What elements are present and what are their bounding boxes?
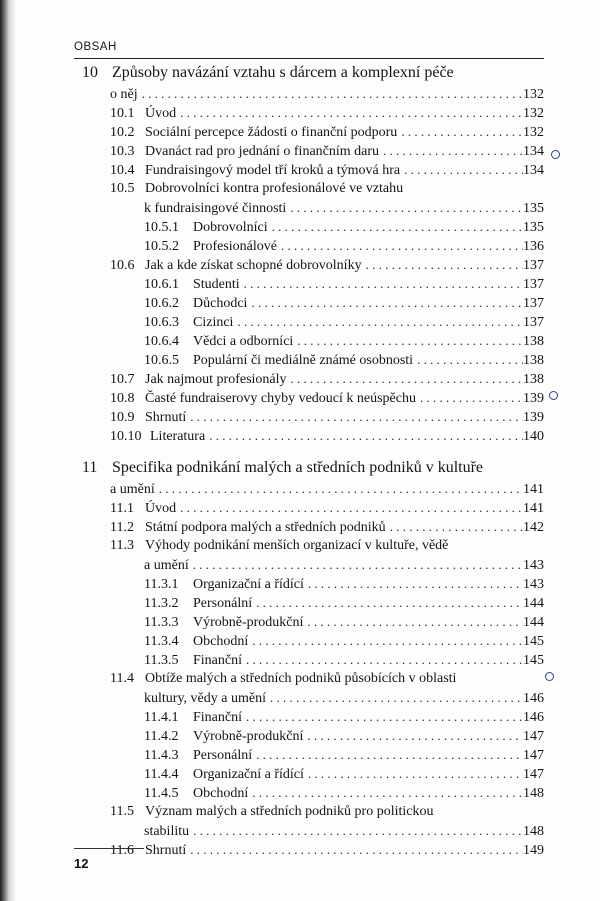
toc-dot-leader xyxy=(233,312,523,331)
toc-entry-page: 137 xyxy=(523,315,544,330)
toc-entry-title: Úvod xyxy=(145,501,177,516)
toc-entry xyxy=(144,274,544,294)
toc-entry xyxy=(144,764,544,784)
toc-entry-page: 143 xyxy=(523,558,544,573)
toc-entry-title: Státní podpora malých a středních podniků xyxy=(145,520,386,535)
toc-dot-leader xyxy=(268,217,523,236)
toc-entry-title: Obchodní xyxy=(193,786,249,801)
toc-entry xyxy=(144,555,544,575)
toc-entry-title: Literatura xyxy=(150,429,206,444)
toc-entry-number: 11.1 xyxy=(110,501,134,516)
toc-entry xyxy=(144,707,544,727)
toc-entry-title: Populární či mediálně známé osobnosti xyxy=(193,353,414,368)
toc-entry-title: Personální xyxy=(193,596,253,611)
toc-entry xyxy=(110,479,544,499)
toc-entry xyxy=(110,84,544,104)
toc-entry-title: Finanční xyxy=(193,710,242,725)
toc-dot-leader xyxy=(240,274,523,293)
toc-entry xyxy=(110,407,544,427)
toc-entry-title: Shrnutí xyxy=(145,843,187,858)
toc-entry-number: 11.4 xyxy=(110,671,134,686)
toc-dot-leader xyxy=(277,236,523,255)
toc-entry-number: 10.5 xyxy=(110,181,135,196)
toc-entry-number: 11.4.2 xyxy=(144,729,179,744)
toc-entry-page: 142 xyxy=(523,520,544,535)
toc-dot-leader xyxy=(186,840,523,859)
toc-entry-number: 10.6.4 xyxy=(144,334,179,349)
toc-dot-leader xyxy=(304,574,523,593)
toc-entry-title: Shrnutí xyxy=(145,410,187,425)
toc-entry-page: 147 xyxy=(523,748,544,763)
toc-entry-title: Dvanáct rad pro jednání o finančním daru xyxy=(145,144,380,159)
toc-entry xyxy=(144,350,544,370)
toc-entry-page: 143 xyxy=(523,577,544,592)
toc-entry-title: Finanční xyxy=(193,653,242,668)
toc-entry-page: 141 xyxy=(523,501,544,516)
toc-dot-leader xyxy=(189,555,523,574)
toc-entry xyxy=(144,726,544,746)
toc-entry-number: 11.4.1 xyxy=(144,710,179,725)
toc-entry xyxy=(110,255,544,275)
toc-entry-number: 10.6.3 xyxy=(144,315,179,330)
pen-mark-icon xyxy=(551,150,560,159)
toc-entry xyxy=(144,293,544,313)
toc-entry-title: Jak a kde získat schopné dobrovolníky xyxy=(145,258,362,273)
toc-dot-leader xyxy=(293,331,523,350)
toc-entry-page: 138 xyxy=(523,334,544,349)
toc-entry-title: Organizační a řídící xyxy=(193,767,304,782)
toc-entry-page: 147 xyxy=(523,729,544,744)
toc-entry-title: Profesionálové xyxy=(193,239,277,254)
toc-entry xyxy=(144,198,544,218)
toc-dot-leader xyxy=(138,84,523,103)
toc-dot-leader xyxy=(400,160,523,179)
toc-entry-number: 10.1 xyxy=(110,106,135,121)
toc-dot-leader xyxy=(386,517,523,536)
toc-entry xyxy=(110,517,544,537)
toc-entry xyxy=(82,458,544,477)
toc-dot-leader xyxy=(205,426,523,445)
toc-entry-page: 132 xyxy=(523,125,544,140)
toc-entry-number: 11.6 xyxy=(110,843,134,858)
toc-dot-leader xyxy=(286,198,523,217)
toc-entry-number: 10 xyxy=(82,64,98,81)
toc-entry-page: 137 xyxy=(523,296,544,311)
toc-dot-leader xyxy=(252,745,523,764)
toc-entry xyxy=(110,498,544,518)
toc-entry xyxy=(110,122,544,142)
toc-entry xyxy=(110,802,544,821)
toc-dot-leader xyxy=(252,593,523,612)
toc-entry-title: Organizační a řídící xyxy=(193,577,304,592)
toc-entry-title: Časté fundraiserovy chyby vedoucí k neúspěchu xyxy=(145,391,416,406)
toc-entry-page: 147 xyxy=(523,767,544,782)
toc-entry-title: a umění xyxy=(110,482,155,497)
toc-entry-title: Specifika podnikání malých a středních podniků v kultuře xyxy=(112,459,484,476)
toc-entry-number: 10.9 xyxy=(110,410,135,425)
toc-entry-number: 11 xyxy=(82,459,98,476)
footer-rule xyxy=(74,848,144,849)
toc-dot-leader xyxy=(266,688,523,707)
toc-entry-title: Dobrovolníci xyxy=(193,220,268,235)
toc-entry-number: 10.10 xyxy=(110,429,142,444)
toc-entry-page: 137 xyxy=(523,277,544,292)
toc-entry-page: 137 xyxy=(523,258,544,273)
toc-entry-page: 136 xyxy=(523,239,544,254)
toc-entry-number: 11.5 xyxy=(110,804,134,819)
toc-dot-leader xyxy=(397,122,523,141)
toc-entry-title: Sociální percepce žádosti o finanční podporu xyxy=(145,125,398,140)
toc-dot-leader xyxy=(155,479,523,498)
toc-entry-title: Fundraisingový model tří kroků a týmová hra xyxy=(145,163,401,178)
toc-entry-page: 134 xyxy=(523,144,544,159)
toc-entry-title: Důchodci xyxy=(193,296,248,311)
toc-dot-leader xyxy=(242,707,523,726)
toc-entry-number: 11.3.4 xyxy=(144,634,179,649)
toc-entry-title: Vědci a odborníci xyxy=(193,334,294,349)
toc-entry xyxy=(82,63,544,82)
toc-dot-leader xyxy=(189,821,523,840)
toc-entry-page: 148 xyxy=(523,824,544,839)
toc-entry-number: 11.4.4 xyxy=(144,767,179,782)
toc-entry-number: 11.2 xyxy=(110,520,134,535)
toc-entry-page: 138 xyxy=(523,353,544,368)
toc-dot-leader xyxy=(379,141,523,160)
toc-dot-leader xyxy=(248,783,523,802)
section-header: OBSAH xyxy=(74,41,117,53)
toc-dot-leader xyxy=(413,350,523,369)
toc-dot-leader xyxy=(248,631,523,650)
toc-entry-title: Způsoby navázání vztahu s dárcem a komplexní péče xyxy=(112,64,454,81)
toc-entry-number: 10.5.2 xyxy=(144,239,179,254)
toc-dot-leader xyxy=(416,388,523,407)
toc-dot-leader xyxy=(247,293,523,312)
toc-entry-title: Výhody podnikání menších organizací v kultuře, vědě xyxy=(145,538,449,553)
toc-entry-title: Úvod xyxy=(145,106,177,121)
toc-dot-leader xyxy=(303,612,523,631)
toc-entry-title: Výrobně-produkční xyxy=(193,729,304,744)
toc-entry-page: 145 xyxy=(523,634,544,649)
toc-entry-page: 135 xyxy=(523,201,544,216)
toc-entry xyxy=(144,612,544,632)
toc-entry xyxy=(110,536,544,555)
toc-entry xyxy=(144,236,544,256)
toc-entry xyxy=(144,331,544,351)
toc-entry-number: 10.6.5 xyxy=(144,353,179,368)
toc-entry xyxy=(110,369,544,389)
toc-entry-page: 139 xyxy=(523,410,544,425)
toc-dot-leader xyxy=(186,407,523,426)
toc-entry-page: 149 xyxy=(523,843,544,858)
toc-entry xyxy=(144,821,544,841)
pen-mark-icon xyxy=(545,672,554,681)
toc-entry xyxy=(144,217,544,237)
toc-entry xyxy=(110,141,544,161)
toc-entry xyxy=(110,103,544,123)
toc-entry xyxy=(144,650,544,670)
toc-entry xyxy=(110,179,544,198)
toc-dot-leader xyxy=(303,726,523,745)
toc-entry-number: 11.3.2 xyxy=(144,596,179,611)
toc-entry-title: o něj xyxy=(110,87,138,102)
toc-entry-page: 146 xyxy=(523,691,544,706)
toc-dot-leader xyxy=(176,103,523,122)
toc-entry-title: k fundraisingové činnosti xyxy=(144,201,287,216)
pen-mark-icon xyxy=(549,391,558,400)
toc-entry-title: Obchodní xyxy=(193,634,249,649)
toc-entry-page: 144 xyxy=(523,615,544,630)
toc-entry xyxy=(144,631,544,651)
toc-entry xyxy=(144,783,544,803)
toc-entry-number: 10.7 xyxy=(110,372,135,387)
toc-entry-page: 132 xyxy=(523,87,544,102)
toc-entry-number: 10.4 xyxy=(110,163,135,178)
toc-entry-number: 10.6.2 xyxy=(144,296,179,311)
toc-dot-leader xyxy=(242,650,523,669)
toc-entry-page: 146 xyxy=(523,710,544,725)
toc-entry-number: 11.4.3 xyxy=(144,748,179,763)
toc-entry-page: 144 xyxy=(523,596,544,611)
toc-entry xyxy=(110,160,544,180)
toc-entry xyxy=(144,593,544,613)
toc-entry xyxy=(144,312,544,332)
toc-entry-title: Personální xyxy=(193,748,253,763)
page-number: 12 xyxy=(74,856,89,871)
toc-entry-number: 10.2 xyxy=(110,125,135,140)
toc-dot-leader xyxy=(304,764,523,783)
toc-entry xyxy=(144,688,544,708)
toc-entry-title: Cizinci xyxy=(193,315,234,330)
toc-entry xyxy=(144,745,544,765)
toc-entry-number: 10.6 xyxy=(110,258,135,273)
toc-entry-title: stabilitu xyxy=(144,824,190,839)
toc-entry xyxy=(110,388,544,408)
toc-entry-number: 10.5.1 xyxy=(144,220,179,235)
toc-entry-page: 148 xyxy=(523,786,544,801)
toc-entry-page: 141 xyxy=(523,482,544,497)
toc-dot-leader xyxy=(287,369,523,388)
toc-entry-page: 135 xyxy=(523,220,544,235)
toc-entry-number: 11.3 xyxy=(110,538,134,553)
toc-entry xyxy=(110,840,544,860)
toc-entry-number: 10.8 xyxy=(110,391,135,406)
toc-entry-page: 132 xyxy=(523,106,544,121)
toc-entry-title: Jak najmout profesionály xyxy=(145,372,287,387)
toc-entry-title: Dobrovolníci kontra profesionálové ve vztahu xyxy=(145,181,404,196)
toc-entry-page: 138 xyxy=(523,372,544,387)
toc-entry-title: Studenti xyxy=(193,277,240,292)
toc-dot-leader xyxy=(362,255,523,274)
toc-entry xyxy=(110,669,544,688)
toc-entry xyxy=(110,426,544,446)
toc-dot-leader xyxy=(176,498,523,517)
toc-entry-number: 11.3.1 xyxy=(144,577,179,592)
toc-entry-title: Význam malých a středních podniků pro politickou xyxy=(145,804,434,819)
toc-entry-page: 134 xyxy=(523,163,544,178)
toc-entry-title: Obtíže malých a středních podniků působících v oblasti xyxy=(145,671,457,686)
toc-entry-title: a umění xyxy=(144,558,189,573)
toc-entry-number: 11.3.3 xyxy=(144,615,179,630)
toc-entry-page: 139 xyxy=(523,391,544,406)
toc-entry-title: kultury, vědy a umění xyxy=(144,691,266,706)
toc-entry-page: 140 xyxy=(523,429,544,444)
toc-entry-number: 11.3.5 xyxy=(144,653,179,668)
toc-entry-number: 10.6.1 xyxy=(144,277,179,292)
toc-entry-title: Výrobně-produkční xyxy=(193,615,304,630)
toc-entry-number: 10.3 xyxy=(110,144,135,159)
toc-entry-page: 145 xyxy=(523,653,544,668)
toc-entry-number: 11.4.5 xyxy=(144,786,179,801)
toc-entry xyxy=(144,574,544,594)
